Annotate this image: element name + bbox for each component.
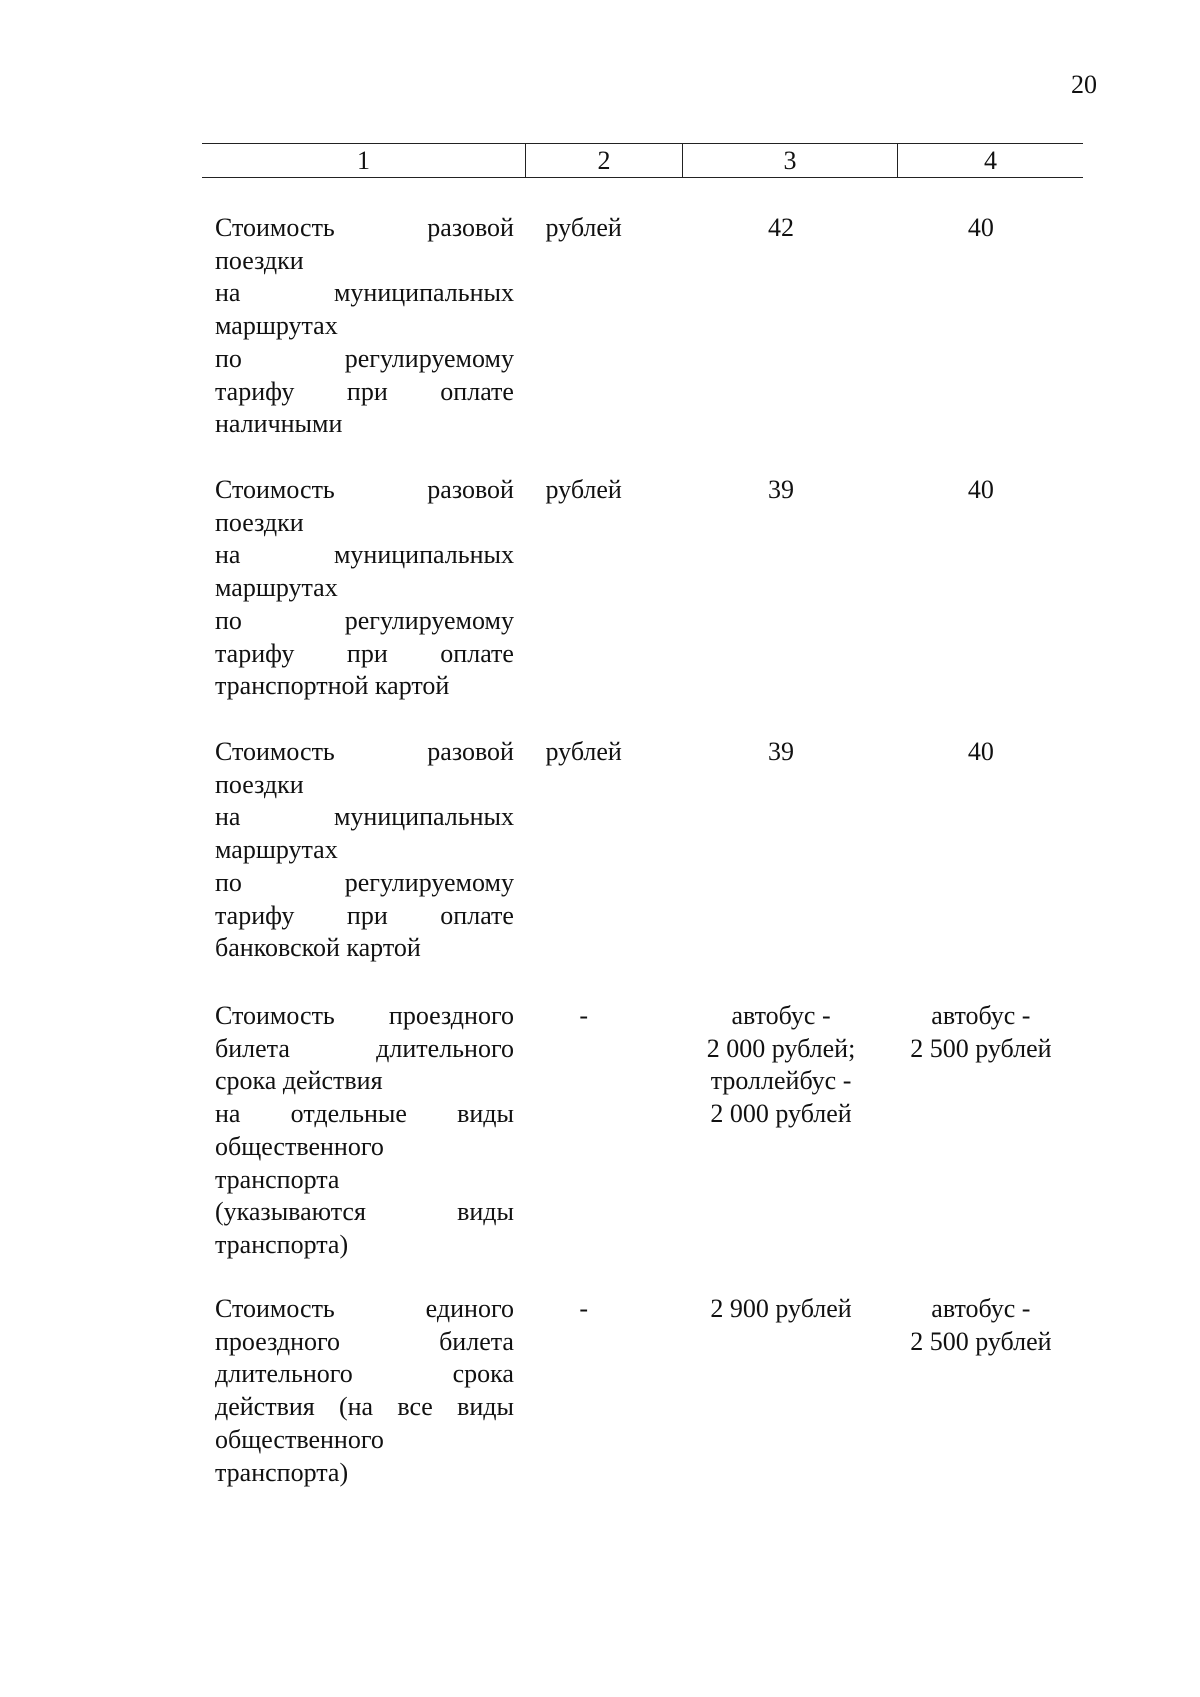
row-value-4-line: 40 bbox=[967, 475, 994, 504]
table-row bbox=[215, 736, 1083, 965]
row-value-4-line: 2 500 рублей bbox=[910, 1033, 1052, 1063]
row-name-line: Стоимость разовой bbox=[215, 213, 514, 242]
row-unit-cell bbox=[514, 474, 683, 703]
header-col-2: 2 bbox=[525, 144, 682, 177]
row-value-3-line: 2 000 рублей; bbox=[706, 1033, 856, 1063]
row-name-cell bbox=[215, 1000, 514, 1262]
row-name-line: Стоимость проездного bbox=[215, 1001, 514, 1030]
row-name-line: транспорта) bbox=[215, 1457, 349, 1487]
row-value-4-line: автобус - bbox=[931, 1001, 1031, 1030]
row-name-cell bbox=[215, 1293, 514, 1489]
row-name-line: Стоимость разовой bbox=[215, 475, 514, 504]
header-col-3: 3 bbox=[682, 144, 897, 177]
row-value-3-cell bbox=[683, 474, 878, 703]
page-number: 20 bbox=[1071, 70, 1097, 99]
row-name-line: маршрутах bbox=[215, 835, 338, 865]
row-name-line: банковской картой bbox=[215, 933, 421, 963]
row-unit: - bbox=[579, 1001, 589, 1030]
row-value-3-line: троллейбус - bbox=[710, 1066, 852, 1096]
row-name-line: поездки bbox=[215, 769, 304, 799]
row-name-line: тарифу при оплате bbox=[215, 376, 514, 406]
row-value-3-cell bbox=[683, 1293, 878, 1489]
row-unit: рублей bbox=[545, 475, 622, 504]
header-col-1: 1 bbox=[357, 146, 370, 175]
row-value-3-cell bbox=[683, 1000, 878, 1262]
table-row bbox=[215, 212, 1083, 441]
row-value-3-line: 39 bbox=[768, 475, 795, 504]
row-value-4-cell bbox=[879, 736, 1083, 965]
row-name-line: длительного срока bbox=[215, 1359, 514, 1389]
row-name-line: общественного bbox=[215, 1424, 384, 1454]
row-name-line: (указываются виды bbox=[215, 1197, 514, 1227]
row-name-line: на муниципальных bbox=[215, 540, 514, 570]
table-row bbox=[215, 1000, 1083, 1262]
row-value-4-cell bbox=[879, 1000, 1083, 1262]
row-value-3-line: 2 000 рублей bbox=[710, 1099, 852, 1129]
row-name-line: на муниципальных bbox=[215, 278, 514, 308]
row-name-line: наличными bbox=[215, 409, 343, 439]
row-value-3-line: 39 bbox=[768, 737, 795, 766]
row-value-4-line: 2 500 рублей bbox=[910, 1326, 1052, 1356]
row-name-line: по регулируемому bbox=[215, 605, 514, 635]
table-row bbox=[215, 1293, 1083, 1489]
row-name-cell bbox=[215, 474, 514, 703]
row-name-line: общественного bbox=[215, 1131, 384, 1161]
row-name-line: транспортной картой bbox=[215, 671, 450, 701]
row-name-line: на отдельные виды bbox=[215, 1099, 514, 1129]
row-value-3-line: 42 bbox=[768, 213, 795, 242]
row-value-4-cell bbox=[879, 212, 1083, 441]
row-unit: - bbox=[579, 1294, 589, 1323]
row-unit: рублей bbox=[545, 213, 622, 242]
row-name-line: поездки bbox=[215, 507, 304, 537]
row-name-line: Стоимость разовой bbox=[215, 737, 514, 766]
row-name-line: по регулируемому bbox=[215, 343, 514, 373]
row-unit-cell bbox=[514, 1293, 683, 1489]
row-name-line: маршрутах bbox=[215, 573, 338, 603]
row-name-line: Стоимость единого bbox=[215, 1294, 514, 1323]
row-value-4-cell bbox=[879, 474, 1083, 703]
row-value-4-cell bbox=[879, 1293, 1083, 1489]
row-value-3-line: 2 900 рублей bbox=[710, 1294, 852, 1323]
row-name-line: проездного билета bbox=[215, 1326, 514, 1356]
row-name-line: срока действия bbox=[215, 1066, 383, 1096]
row-name-line: тарифу при оплате bbox=[215, 638, 514, 668]
row-name-line: транспорта bbox=[215, 1164, 340, 1194]
row-value-3-cell bbox=[683, 736, 878, 965]
row-name-line: поездки bbox=[215, 245, 304, 275]
row-name-cell bbox=[215, 212, 514, 441]
row-unit-cell bbox=[514, 1000, 683, 1262]
row-unit-cell bbox=[514, 212, 683, 441]
row-name-line: билета длительного bbox=[215, 1033, 514, 1063]
row-value-4-line: 40 bbox=[967, 213, 994, 242]
row-name-cell bbox=[215, 736, 514, 965]
row-name-line: транспорта) bbox=[215, 1229, 349, 1259]
table-header bbox=[202, 143, 1083, 178]
table-row bbox=[215, 474, 1083, 703]
row-value-4-line: автобус - bbox=[931, 1294, 1031, 1323]
row-name-line: маршрутах bbox=[215, 311, 338, 341]
row-unit: рублей bbox=[545, 737, 622, 766]
row-name-line: действия (на все виды bbox=[215, 1392, 514, 1422]
row-value-3-cell bbox=[683, 212, 878, 441]
row-unit-cell bbox=[514, 736, 683, 965]
header-col-4: 4 bbox=[897, 144, 1083, 177]
row-value-3-line: автобус - bbox=[731, 1001, 831, 1030]
row-name-line: на муниципальных bbox=[215, 802, 514, 832]
row-name-line: тарифу при оплате bbox=[215, 900, 514, 930]
row-value-4-line: 40 bbox=[967, 737, 994, 766]
row-name-line: по регулируемому bbox=[215, 867, 514, 897]
